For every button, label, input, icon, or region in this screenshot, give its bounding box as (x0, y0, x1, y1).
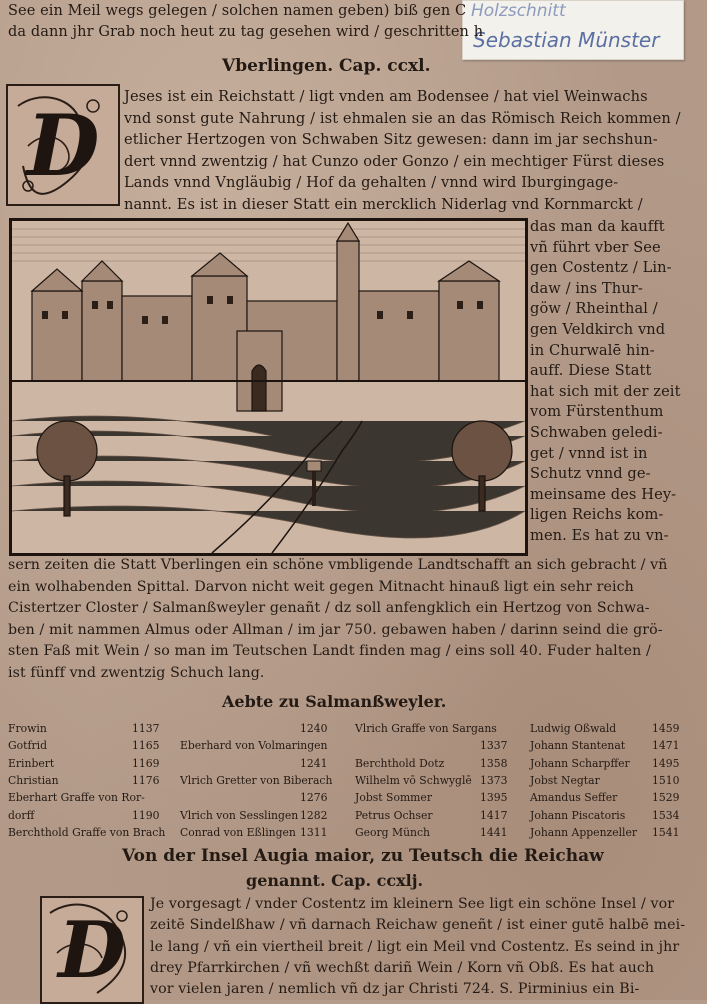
body-text-line: ligen Reichs kom- (530, 506, 664, 524)
body-text-line: gen Costentz / Lin- (530, 259, 672, 277)
abbot-year: 1165 (132, 739, 160, 753)
body-text-line: Je vorgesagt / vnder Costentz im kleinern See ligt ein schöne Insel / vor (150, 896, 675, 912)
abbot-name: Georg Münch (355, 825, 430, 839)
body-text-line: zeitē Sindelßhaw / vñ darnach Reichaw geneñt / ist einer gutē halbē mei- (150, 917, 686, 934)
abbot-year: 1276 (300, 791, 328, 805)
body-text-line: ein wolhabenden Spittal. Darvon nicht weit gegen Mitnacht hinauß ligt ein sehr reich (8, 578, 634, 595)
abbot-year: 1471 (652, 739, 680, 753)
abbot-name: Vlrich von Sesslingen (180, 808, 299, 822)
abbot-name: Erinbert (8, 756, 55, 770)
body-text-line: dert vnnd zwentzig / hat Cunzo oder Gonzo / ein mechtiger Fürst dieses (124, 152, 665, 170)
abbot-name: Christian (8, 773, 59, 787)
body-text-line: sten Faß mit Wein / so man im Teutschen Landt finden mag / eins soll 40. Fuder halten / (8, 643, 651, 659)
body-text-line: drey Pfarrkirchen / vñ wechßt dariñ Wein / Korn vñ Obß. Es hat auch (150, 959, 655, 976)
abbot-year: 1395 (480, 791, 508, 805)
abbot-year: 1337 (480, 739, 508, 753)
body-text-line: Cistertzer Closter / Salmanßweyler genañt / dz soll anfengklich ein Hertzog von Schwa- (8, 600, 650, 616)
woodcut-illustration-uberlingen (9, 218, 528, 556)
abbot-year: 1282 (300, 808, 328, 822)
abbot-name: Conrad von Eßlingen (180, 825, 296, 839)
body-text-line: Lands vnnd Vngläubig / Hof da gehalten / vnnd wird Iburgingage- (124, 174, 619, 191)
abbot-name: Eberhart Graffe von Ror- (8, 791, 145, 805)
decorated-initial-d (6, 84, 120, 206)
body-text-line: daw / ins Thur- (530, 279, 643, 297)
abbot-year: 1358 (480, 756, 508, 770)
label-handwriting-line-2: Sebastian Münster (473, 28, 660, 52)
abbot-name: Johann Scharpffer (530, 756, 630, 770)
abbot-year: 1311 (300, 825, 328, 839)
town-woodcut-icon (12, 221, 525, 553)
body-text-line: hat sich mit der zeit (530, 382, 681, 400)
body-text-line: auff. Diese Statt (530, 362, 652, 380)
abbot-year: 1529 (652, 791, 680, 805)
body-text-line: ben / mit nammen Almus oder Allman / im jar 750. gebawen haben / darinn seind die grö- (8, 621, 663, 638)
abbot-name: Berchthold Dotz (355, 756, 445, 770)
abbot-name: Johann Stantenat (530, 739, 626, 753)
body-text-line: göw / Rheinthal / (530, 300, 658, 318)
body-text-line: vnd sonst gute Nahrung / ist ehmalen sie an das Römisch Reich kommen / (124, 109, 681, 127)
abbot-name: Eberhard von Volmaringen (180, 739, 328, 753)
abbot-year: 1373 (480, 773, 508, 787)
body-text-line: vor vielen jaren / nemlich vñ dz jar Christi 724. S. Pirminius ein Bi- (150, 981, 640, 998)
abbot-year: 1441 (480, 825, 508, 839)
body-text-line: men. Es hat zu vn- (530, 527, 669, 544)
body-text-line: get / vnnd ist in (530, 444, 648, 462)
decorated-initial-chapter2 (40, 896, 144, 1004)
abbot-year: 1240 (300, 722, 328, 735)
abbot-year: 1459 (652, 722, 680, 735)
abbot-name: Amandus Seffer (530, 791, 618, 805)
body-text-line: vñ führt vber See (530, 238, 661, 256)
abbot-year: 1534 (652, 808, 680, 822)
chapter-heading-reichenau-line-2: genannt. Cap. ccxlj. (246, 871, 424, 890)
abbot-year: 1241 (300, 756, 328, 770)
abbot-name: Berchthold Graffe von Brach (8, 825, 166, 839)
abbot-year: 1176 (132, 773, 160, 787)
label-handwriting-line-1: Holzschnitt (471, 1, 566, 21)
abbot-name: Vlrich Graffe von Sargans (355, 722, 497, 735)
body-text-line: gen Veldkirch vnd (530, 321, 666, 338)
chapter-heading-reichenau: Von der Insel Augia maior, zu Teutsch die Reichaw (122, 846, 604, 866)
abbot-year: 1510 (652, 773, 680, 787)
abbot-name: Frowin (8, 722, 47, 735)
initial-letter: D (26, 95, 100, 195)
abbot-name: Johann Piscatoris (530, 808, 626, 822)
abbot-name: Gotfrid (8, 739, 47, 753)
abbot-year: 1169 (132, 756, 160, 770)
body-text-line: Schwaben geledi- (530, 424, 663, 441)
abbot-name: Jobst Sommer (355, 791, 432, 805)
body-text-line: meinsame des Hey- (530, 485, 677, 503)
abbot-name: Johann Appenzeller (530, 825, 638, 839)
catalog-label-slip (462, 0, 684, 60)
abbot-name: Petrus Ochser (355, 808, 433, 822)
abbot-name: Vlrich Gretter von Biberach (180, 773, 333, 787)
body-text-line: sern zeiten die Statt Vberlingen ein schöne vmbligende Landtschafft an sich gebracht / vñ (8, 557, 668, 573)
abbot-name: Ludwig Oßwald (530, 722, 617, 735)
initial-letter: D (58, 904, 126, 996)
body-text-line: ist fünff vnd zwentzig Schuch lang. (8, 664, 265, 681)
abbot-name: Wilhelm vō Schwyglē (355, 773, 472, 787)
body-text-line: in Churwalē hin- (530, 341, 655, 359)
body-text-line: le lang / vñ ein viertheil breit / ligt ein Meil vnd Costentz. Es seind in jhr (150, 938, 680, 955)
body-text-line: das man da kaufft (530, 218, 665, 235)
body-text-line: Schutz vnnd ge- (530, 465, 651, 483)
abbot-year: 1495 (652, 756, 680, 770)
top-text-line-2: da dann jhr Grab noch heut zu tag gesehen wird / geschritten h (8, 24, 484, 40)
abbots-list-heading: Aebte zu Salmanßweyler. (222, 692, 447, 711)
body-text-line: etlicher Hertzogen von Schwaben Sitz gewesen: dann im jar sechshun- (124, 131, 658, 148)
abbot-year: 1541 (652, 825, 680, 839)
body-text-line: vom Fürstenthum (530, 403, 664, 421)
chapter-heading-vberlingen: Vberlingen. Cap. ccxl. (222, 56, 431, 76)
abbot-year: 1190 (132, 808, 160, 822)
abbot-name: Jobst Negtar (530, 773, 600, 787)
body-text-line: nannt. Es ist in dieser Statt ein mercklich Niderlag vnd Kornmarckt / (124, 195, 643, 213)
abbot-year: 1417 (480, 808, 508, 822)
abbot-year: 1137 (132, 722, 160, 735)
top-text-line-1: See ein Meil wegs gelegen / solchen namen geben) biß gen C (8, 3, 467, 19)
abbot-name: dorff (8, 808, 35, 822)
body-text-line: Jeses ist ein Reichstatt / ligt vnden am Bodensee / hat viel Weinwachs (124, 88, 648, 105)
